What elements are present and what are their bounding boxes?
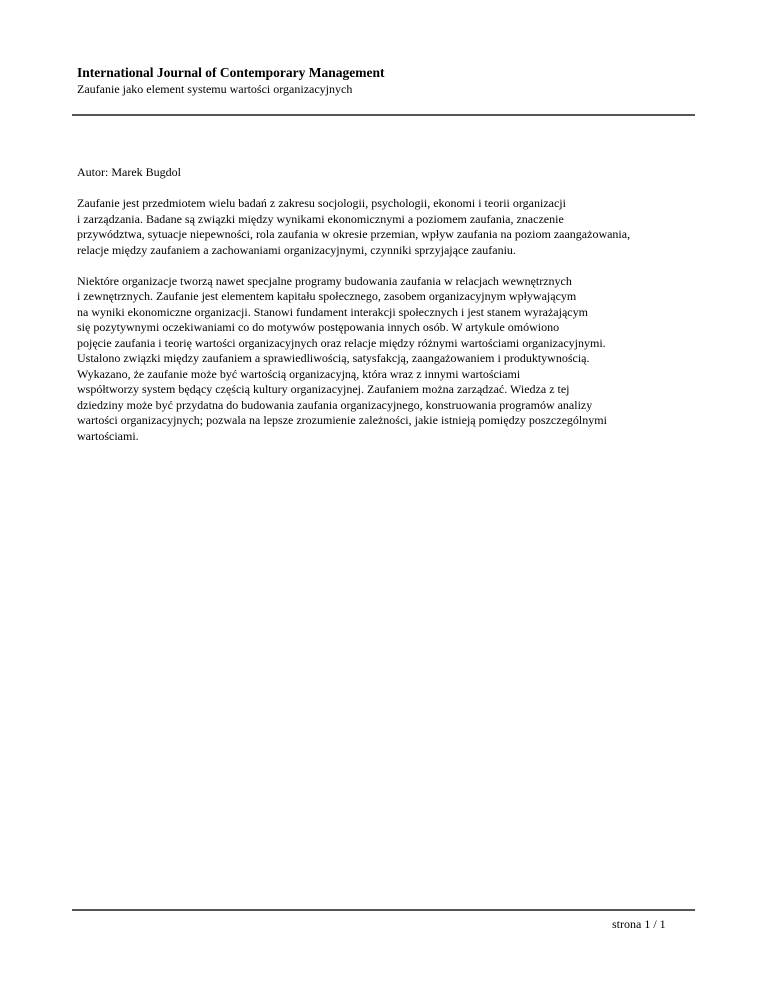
header-divider [72,114,695,116]
text-line: pojęcie zaufania i teorię wartości organizacyjnych oraz relacje między różnymi wartościami organizacyjnymi. [77,335,606,350]
document-header [77,64,677,97]
text-line: relacje między zaufaniem a zachowaniami organizacyjnymi, czynniki sprzyjające zaufaniu. [77,242,516,257]
text-line: Niektóre organizacje tworzą nawet specjalne programy budowania zaufania w relacjach wewnętrznych [77,273,572,288]
text-line: Wykazano, że zaufanie może być wartością organizacyjną, która wraz z innymi wartościami [77,366,521,381]
text-line: przywództwa, sytuacje niepewności, rola zaufania w okresie przemian, wpływ zaufania na poziom zaangażowania, [77,227,631,241]
text-line: i zewnętrznych. Zaufanie jest elementem kapitału społecznego, zasobem organizacyjnym wpływającym [77,289,577,303]
journal-title: International Journal of Contemporary Management [77,65,385,80]
abstract-paragraph-2 [77,274,697,445]
text-line: dziedziny może być przydatna do budowania zaufania organizacyjnego, konstruowania programów analizy [77,397,593,412]
page-number: strona 1 / 1 [612,917,666,931]
text-line: Zaufanie jest przedmiotem wielu badań z zakresu socjologii, psychologii, ekonomi i teorii organizacji [77,196,566,210]
article-title: Zaufanie jako element systemu wartości organizacyjnych [77,82,353,96]
text-line: na wyniki ekonomiczne organizacji. Stanowi fundament interakcji społecznych i jest stanem wyrażającym [77,304,588,319]
article-body [77,165,697,460]
author-line: Autor: Marek Bugdol [77,165,181,179]
text-line: Ustalono związki między zaufaniem a sprawiedliwością, satysfakcją, zaangażowaniem i produktywnością. [77,351,590,365]
text-line: wartościami. [77,428,139,443]
footer-divider [72,909,695,911]
text-line: współtworzy system będący częścią kultury organizacyjnej. Zaufaniem można zarządzać. Wiedza z tej [77,382,570,396]
text-line: i zarządzania. Badane są związki między wynikami ekonomicznymi a poziomem zaufania, znaczenie [77,211,564,226]
abstract-paragraph-1 [77,196,697,258]
text-line: wartości organizacyjnych; pozwala na lepsze zrozumienie zależności, jakie istnieją pomiędzy poszczególnymi [77,413,607,427]
text-line: się pozytywnymi oczekiwaniami co do motywów postępowania innych osób. W artykule omówiono [77,320,560,334]
